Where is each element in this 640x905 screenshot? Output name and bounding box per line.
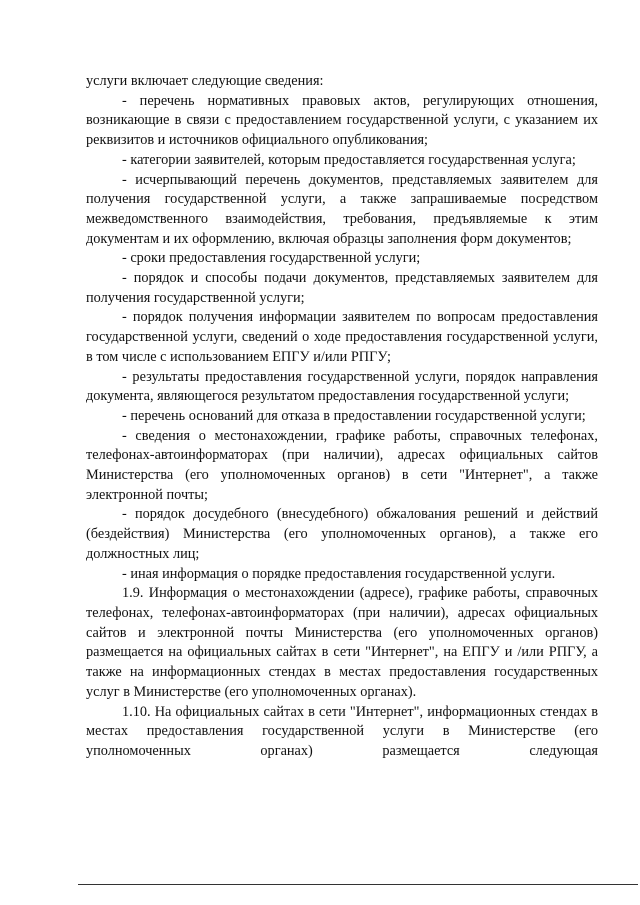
paragraph: - перечень нормативных правовых актов, регулирующих отношения, возникающие в связи с предоставлением государственной услуги, с указанием их реквизитов и источников официального опубликования;: [86, 92, 598, 149]
paragraph: - порядок получения информации заявителем по вопросам предоставления государственной услуги, сведений о ходе предоставления государственной услуги, в том числе с использованием ЕПГУ и/или РПГУ;: [86, 309, 598, 365]
paragraph: - сроки предоставления государственной услуги;: [122, 250, 421, 267]
paragraph: - результаты предоставления государственной услуги, порядок направления документа, являющегося результатом предоставления государственной услуги;: [86, 368, 598, 405]
paragraph: 1.9. Информация о местонахождении (адресе), графике работы, справочных телефонах, телефонах-автоинформаторах (при наличии), адресах официальных сайтов и электронной почты Министерства (его уполномоченных органов) размещается на официальных сайтах в сети "Интернет", на ЕПГУ и /или РПГУ, а также на информационных стендах в местах предоставления государственных услуг в Министерстве (его уполномоченных органах).: [86, 585, 598, 700]
document-body: [86, 72, 598, 762]
paragraph: - перечень оснований для отказа в предоставлении государственной услуги;: [122, 407, 586, 424]
paragraph: - порядок досудебного (внесудебного) обжалования решений и действий (бездействия) Министерства (его уполномоченных органов), а также его должностных лиц;: [86, 506, 598, 562]
paragraph: - сведения о местонахождении, графике работы, справочных телефонах, телефонах-автоинформаторах (при наличии), адресах официальных сайтов Министерства (его уполномоченных органов) в сети "Интернет", а также электронной почты;: [86, 427, 598, 503]
paragraph: - категории заявителей, которым предоставляется государственная услуга;: [122, 151, 576, 168]
paragraph: услуги включает следующие сведения:: [86, 73, 324, 89]
paragraph: - иная информация о порядке предоставления государственной услуги.: [122, 565, 556, 582]
paragraph: - порядок и способы подачи документов, представляемых заявителем для получения государственной услуги;: [86, 270, 598, 306]
bottom-rule: [78, 884, 638, 885]
paragraph: 1.10. На официальных сайтах в сети "Интернет", информационных стендах в местах предоставления государственной услуги в Министерстве (его уполномоченных органах) размещается следующая: [86, 703, 598, 759]
paragraph: - исчерпывающий перечень документов, представляемых заявителем для получения государственной услуги, а также запрашиваемые посредством межведомственного взаимодействия, требования, предъявляемые к этим документам и их оформлению, включая образцы заполнения форм документов;: [86, 171, 598, 247]
